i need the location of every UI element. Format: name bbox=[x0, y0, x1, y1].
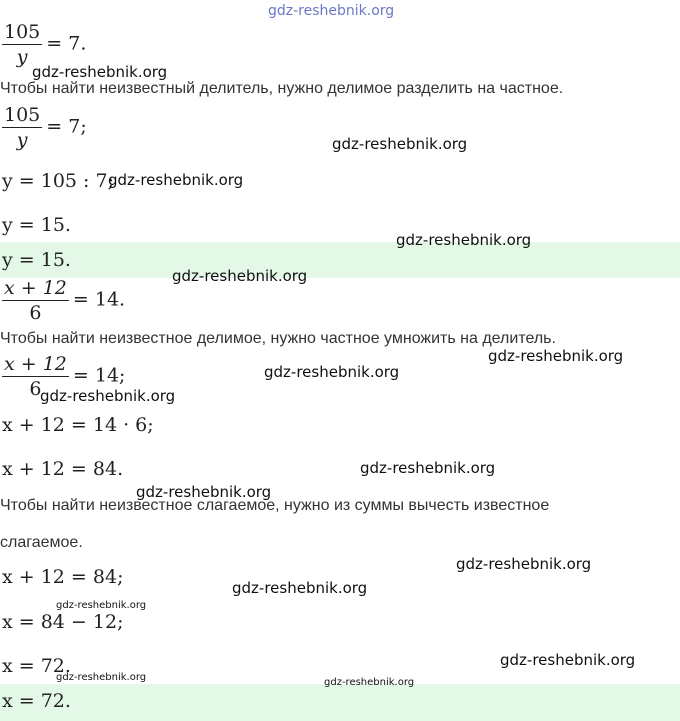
answer-y: y = 15. bbox=[2, 249, 71, 271]
answer-highlight-1 bbox=[0, 242, 680, 278]
equation-rhs: = 14; bbox=[72, 364, 126, 387]
step-x-subtract: x = 84 − 12; bbox=[2, 611, 124, 633]
watermark: gdz-reshebnik.org bbox=[56, 672, 147, 683]
fraction-denominator: 6 bbox=[29, 302, 42, 324]
step-x-result: x = 72. bbox=[2, 655, 71, 677]
watermark: gdz-reshebnik.org bbox=[456, 555, 592, 573]
fraction bbox=[2, 20, 42, 69]
step-x-product: x + 12 = 84. bbox=[2, 458, 124, 480]
watermark: gdz-reshebnik.org bbox=[264, 363, 400, 381]
watermark: gdz-reshebnik.org bbox=[268, 3, 395, 19]
rule-divisor: Чтобы найти неизвестный делитель, нужно делимое разделить на частное. bbox=[0, 80, 564, 97]
fraction-denominator: y bbox=[16, 46, 28, 68]
rule-addend-line2: слагаемое. bbox=[0, 534, 83, 551]
watermark: gdz-reshebnik.org bbox=[172, 267, 308, 285]
equation-rhs: = 7. bbox=[46, 32, 87, 55]
watermark: gdz-reshebnik.org bbox=[32, 63, 168, 81]
fraction-denominator: 6 bbox=[29, 378, 42, 400]
fraction bbox=[2, 276, 69, 325]
equation-rhs: = 14. bbox=[72, 288, 126, 311]
fraction-numerator: 105 bbox=[4, 104, 41, 126]
step-y-division: y = 105 : 7; bbox=[2, 170, 114, 192]
fraction-numerator: x + 12 bbox=[4, 277, 67, 299]
answer-x: x = 72. bbox=[2, 690, 71, 712]
fraction-numerator: x + 12 bbox=[4, 353, 67, 375]
equation-fraction-2 bbox=[2, 276, 125, 325]
equation-rhs: = 7; bbox=[46, 115, 87, 138]
watermark: gdz-reshebnik.org bbox=[56, 600, 147, 611]
watermark: gdz-reshebnik.org bbox=[500, 651, 636, 669]
step-y-result: y = 15. bbox=[2, 214, 71, 236]
watermark: gdz-reshebnik.org bbox=[108, 171, 244, 189]
fraction-denominator: y bbox=[16, 129, 28, 151]
rule-addend-line1: Чтобы найти неизвестное слагаемое, нужно из суммы вычесть известное bbox=[0, 497, 550, 514]
watermark: gdz-reshebnik.org bbox=[360, 459, 496, 477]
answer-highlight-2 bbox=[0, 684, 680, 721]
equation-fraction-1 bbox=[2, 20, 86, 69]
watermark: gdz-reshebnik.org bbox=[332, 135, 468, 153]
watermark: gdz-reshebnik.org bbox=[488, 347, 624, 365]
rule-dividend: Чтобы найти неизвестное делимое, нужно частное умножить на делитель. bbox=[0, 330, 556, 347]
fraction bbox=[2, 103, 42, 152]
watermark: gdz-reshebnik.org bbox=[136, 483, 272, 501]
equation-fraction-1b bbox=[2, 103, 87, 152]
watermark: gdz-reshebnik.org bbox=[232, 579, 368, 597]
watermark: gdz-reshebnik.org bbox=[324, 677, 415, 688]
fraction-numerator: 105 bbox=[4, 21, 41, 43]
step-x-equation: x + 12 = 84; bbox=[2, 566, 124, 588]
watermark: gdz-reshebnik.org bbox=[396, 231, 532, 249]
watermark: gdz-reshebnik.org bbox=[40, 387, 176, 405]
step-x-multiply: x + 12 = 14 · 6; bbox=[2, 414, 154, 436]
